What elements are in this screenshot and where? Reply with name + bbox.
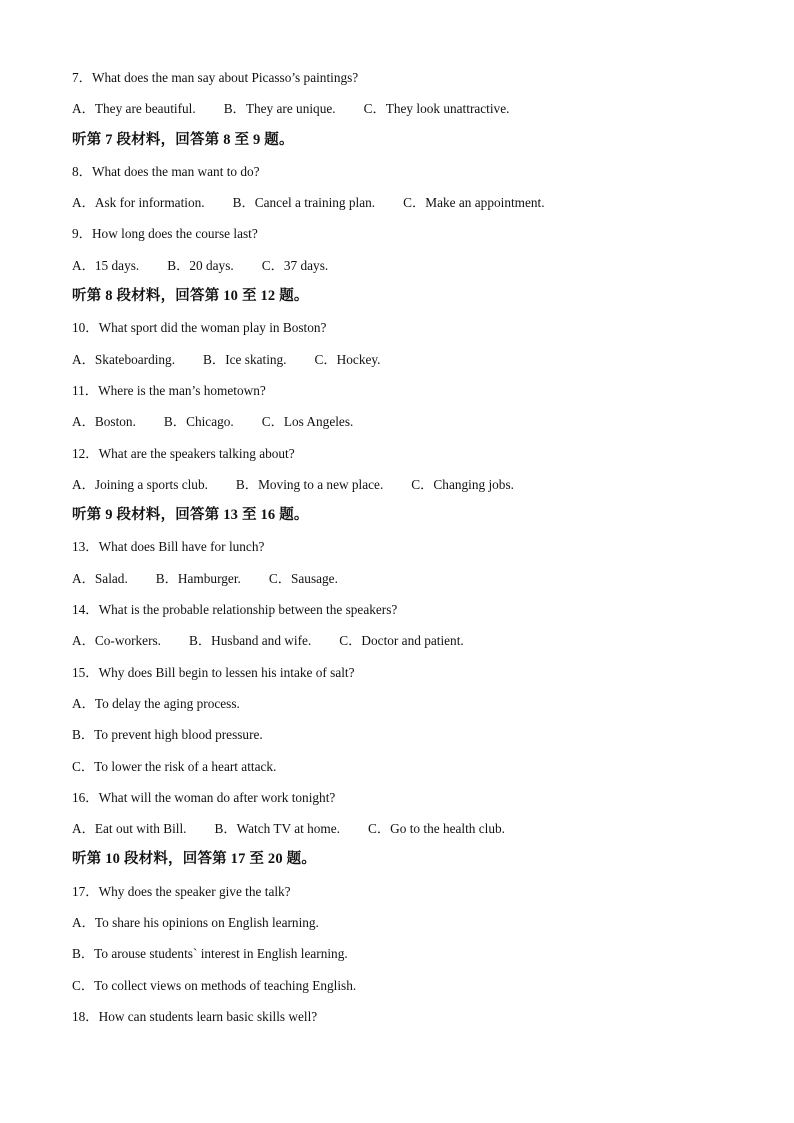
question-line: 10．What sport did the woman play in Boston? (72, 320, 327, 336)
question-line: 11．Where is the man’s hometown? (72, 382, 266, 398)
section-heading: 听第 9 段材料，回答第 13 至 16 题。 (72, 507, 309, 524)
question-line: A．To share his opinions on English learning. (72, 915, 319, 931)
question-line: B．To arouse students` interest in English learning. (72, 946, 348, 962)
answer-option: C．37 days. (261, 257, 329, 273)
question-line: 15．Why does Bill begin to lessen his intake of salt? (72, 664, 355, 680)
answer-option: B．Hamburger. (155, 570, 241, 586)
answer-option: A．Salad. (72, 570, 128, 586)
answer-option: A．Co-workers. (72, 633, 162, 649)
answer-option: C．Make an appointment. (403, 195, 545, 211)
answer-option: C．Go to the health club. (367, 821, 505, 837)
exam-page (72, 62, 752, 1032)
question-line: 8．What does the man want to do? (72, 163, 260, 179)
answer-option: C．They look unattractive. (363, 101, 510, 117)
option-row (72, 250, 752, 281)
question-line: 17．Why does the speaker give the talk? (72, 883, 291, 899)
answer-option: C．Sausage. (268, 570, 338, 586)
option-row (72, 93, 752, 124)
option-row (72, 406, 752, 437)
option-row (72, 625, 752, 656)
answer-option: B．They are unique. (223, 101, 336, 117)
answer-option: A．Joining a sports club. (72, 476, 208, 492)
question-line: 16．What will the woman do after work tonight? (72, 789, 336, 805)
question-line: C．To lower the risk of a heart attack. (72, 758, 277, 774)
answer-option: B．Husband and wife. (189, 633, 312, 649)
answer-option: B．20 days. (167, 257, 234, 273)
question-line: 14．What is the probable relationship between the speakers? (72, 602, 398, 618)
answer-option: A．15 days. (72, 257, 140, 273)
option-row (72, 563, 752, 594)
answer-option: C．Hockey. (314, 351, 381, 367)
question-line: 13．What does Bill have for lunch? (72, 539, 265, 555)
question-line: C．To collect views on methods of teaching English. (72, 977, 357, 993)
answer-option: A．They are beautiful. (72, 101, 196, 117)
section-heading: 听第 10 段材料，回答第 17 至 20 题。 (72, 851, 317, 868)
option-row (72, 344, 752, 375)
answer-option: B．Watch TV at home. (214, 821, 340, 837)
section-heading: 听第 7 段材料，回答第 8 至 9 题。 (72, 131, 294, 148)
option-row (72, 469, 752, 500)
option-row (72, 187, 752, 218)
answer-option: B．Ice skating. (203, 351, 287, 367)
answer-option: A．Eat out with Bill. (72, 821, 187, 837)
question-line: B．To prevent high blood pressure. (72, 727, 263, 743)
question-line: 18．How can students learn basic skills well? (72, 1008, 318, 1024)
section-heading: 听第 8 段材料，回答第 10 至 12 题。 (72, 288, 309, 305)
answer-option: B．Chicago. (163, 414, 234, 430)
answer-option: B．Cancel a training plan. (232, 195, 376, 211)
answer-option: A．Skateboarding. (72, 351, 176, 367)
question-line: 7．What does the man say about Picasso’s paintings? (72, 70, 359, 85)
answer-option: C．Doctor and patient. (339, 633, 464, 649)
question-line: 12．What are the speakers talking about? (72, 445, 295, 461)
question-line: 9．How long does the course last? (72, 226, 258, 242)
option-row (72, 813, 752, 844)
answer-option: A．Boston. (72, 414, 136, 430)
answer-option: A．Ask for information. (72, 195, 205, 211)
answer-option: B．Moving to a new place. (235, 476, 384, 492)
answer-option: C．Changing jobs. (411, 476, 514, 492)
question-line: A．To delay the aging process. (72, 695, 240, 711)
answer-option: C．Los Angeles. (261, 414, 354, 430)
